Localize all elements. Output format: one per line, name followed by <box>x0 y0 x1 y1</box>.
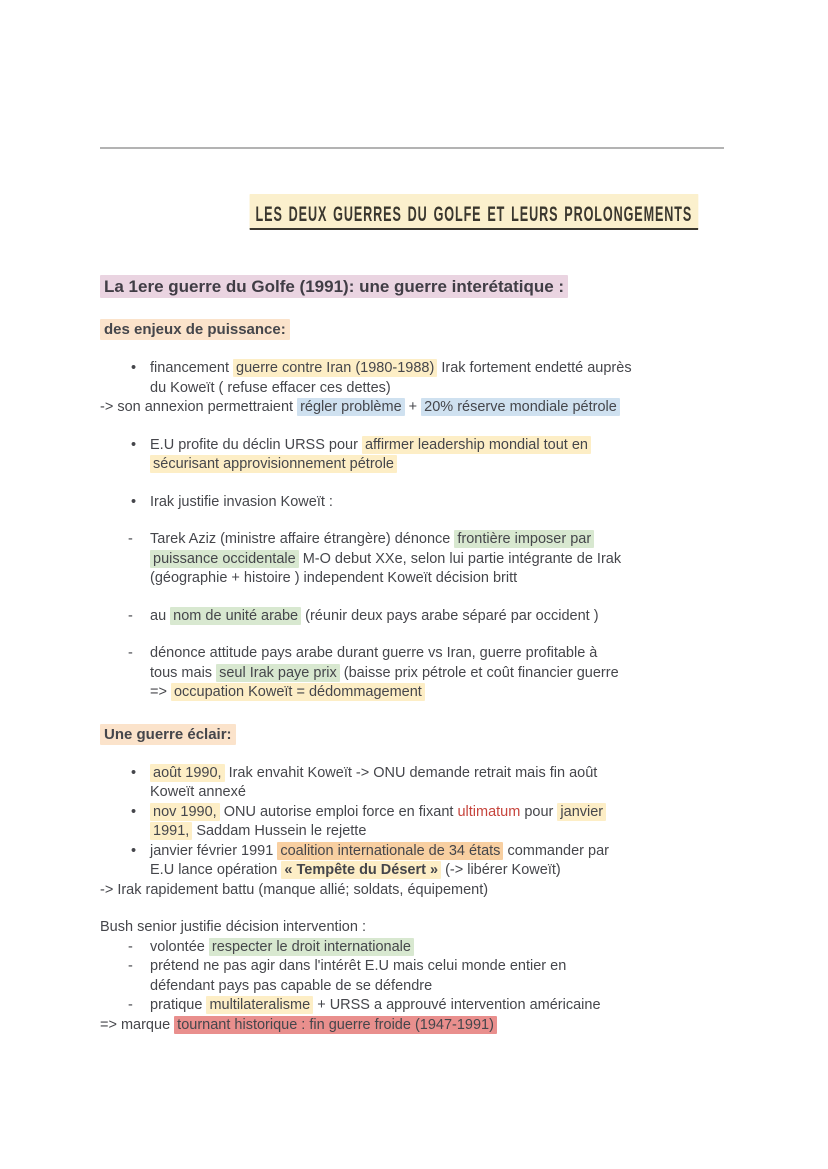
text-run: financement <box>150 360 234 376</box>
highlighted-text: 20% réserve mondiale pétrole <box>421 398 620 416</box>
spacer <box>100 746 728 764</box>
sub-item <box>100 938 728 958</box>
text-run: M-O debut XXe, selon lui partie intégrante de Irak <box>298 550 622 567</box>
divider-line <box>100 147 724 149</box>
highlighted-text: occupation Koweït = dédommagement <box>171 683 425 701</box>
text-run: ONU autorise emploi force en fixant <box>219 803 458 820</box>
spacer <box>100 475 728 493</box>
highlighted-text: respecter le droit internationale <box>209 938 414 956</box>
text-run: janvier février 1991 <box>150 842 278 859</box>
bullet-item <box>100 493 728 513</box>
bullet-item <box>100 436 728 475</box>
subsection-heading <box>100 723 728 746</box>
text-line <box>150 977 728 997</box>
paragraph <box>100 881 728 901</box>
sub-item <box>100 996 728 1016</box>
text-line <box>150 842 728 862</box>
highlighted-text: « Tempête du Désert » <box>281 861 441 879</box>
dash-marker: - <box>128 997 133 1013</box>
highlighted-text: Une guerre éclair: <box>100 724 236 745</box>
text-line <box>150 783 728 803</box>
item-text <box>150 359 728 398</box>
dash-marker: - <box>128 531 133 547</box>
highlighted-text: janvier <box>557 803 606 821</box>
highlighted-text: des enjeux de puissance: <box>100 319 290 340</box>
text-line <box>100 1016 728 1036</box>
text-run: => marque <box>100 1016 175 1033</box>
text-line <box>150 996 728 1016</box>
text-run: (réunir deux pays arabe séparé par occident ) <box>301 607 599 624</box>
text-run: du Koweït ( refuse effacer ces dettes) <box>150 379 391 396</box>
item-text <box>150 607 728 627</box>
text-line <box>150 683 728 703</box>
text-line <box>150 644 728 664</box>
text-run: dénonce attitude pays arabe durant guerre vs Iran, guerre profitable à <box>150 645 598 661</box>
highlighted-text: multilateralisme <box>206 996 313 1014</box>
text-line <box>150 455 728 475</box>
bullet-item <box>100 803 728 842</box>
sub-item <box>100 644 728 703</box>
highlighted-text: affirmer leadership mondial tout en <box>362 436 591 454</box>
text-line <box>100 398 728 418</box>
item-text <box>150 530 728 589</box>
bullet-marker: • <box>131 803 137 820</box>
page-title <box>100 193 728 231</box>
highlighted-text: tournant historique : fin guerre froide (1947-1991) <box>174 1016 497 1034</box>
text-line <box>150 530 728 550</box>
highlighted-text: coalition internationale de 34 états <box>277 842 503 860</box>
sub-item <box>100 607 728 627</box>
item-text <box>150 764 728 803</box>
text-run: Irak justifie invasion Koweït : <box>150 493 333 510</box>
highlighted-text: sécurisant approvisionnement pétrole <box>150 455 397 473</box>
text-line <box>150 957 728 977</box>
item-text <box>150 436 728 475</box>
text-line <box>150 803 728 823</box>
text-run: Tarek Aziz (ministre affaire étrangère) dénonce <box>150 531 455 547</box>
item-text <box>150 957 728 996</box>
highlighted-text: guerre contre Iran (1980-1988) <box>233 359 437 377</box>
text-line <box>150 938 728 958</box>
dash-marker: - <box>128 607 133 624</box>
bullet-item <box>100 842 728 881</box>
item-text <box>150 842 728 881</box>
text-run: (-> libérer Koweït) <box>441 862 561 878</box>
highlighted-text: nom de unité arabe <box>170 607 301 625</box>
subsection-heading <box>100 318 728 341</box>
text-run: + URSS a approuvé intervention américaine <box>313 997 601 1013</box>
paragraph <box>100 1016 728 1036</box>
text-line <box>150 359 728 379</box>
highlighted-text: août 1990, <box>150 764 225 782</box>
text-run: (géographie + histoire ) independent Koweït décision britt <box>150 570 518 586</box>
text-line <box>150 436 728 456</box>
text-run: défendant pays pas capable de se défendre <box>150 977 433 994</box>
text-run: Irak fortement endetté auprès <box>437 360 632 376</box>
bullet-marker: • <box>131 493 137 510</box>
text-run: Saddam Hussein le rejette <box>192 823 367 839</box>
text-line <box>150 379 728 399</box>
bullet-marker: • <box>131 842 137 859</box>
text-run: ultimatum <box>457 803 521 820</box>
item-text <box>150 493 728 513</box>
text-run: (baisse prix pétrole et coût financier guerre <box>339 664 619 681</box>
bullet-marker: • <box>131 764 137 781</box>
highlighted-text: régler problème <box>297 398 405 416</box>
text-run: -> son annexion permettraient <box>100 399 298 415</box>
spacer <box>100 418 728 436</box>
text-line <box>100 275 728 298</box>
text-line <box>150 607 728 627</box>
section-heading <box>100 275 728 298</box>
text-run: Irak envahit Koweït -> ONU demande retrait mais fin août <box>224 764 598 781</box>
dash-marker: - <box>128 958 133 974</box>
text-line <box>150 822 728 842</box>
highlighted-text: puissance occidentale <box>150 550 299 568</box>
spacer <box>100 589 728 607</box>
text-run: tous mais <box>150 664 217 681</box>
spacer <box>100 341 728 359</box>
sub-item <box>100 530 728 589</box>
text-run: commander par <box>503 842 609 859</box>
paragraph <box>100 398 728 418</box>
highlighted-text: frontière imposer par <box>454 530 594 548</box>
text-run: au <box>150 607 171 624</box>
spacer <box>100 626 728 644</box>
text-line <box>100 723 728 746</box>
text-line <box>150 569 728 589</box>
item-text <box>150 938 728 958</box>
text-run: -> Irak rapidement battu (manque allié; soldats, équipement) <box>100 881 489 898</box>
highlighted-text: La 1ere guerre du Golfe (1991): une guerre interétatique : <box>100 275 568 298</box>
item-text <box>150 644 728 703</box>
text-line <box>150 664 728 684</box>
text-run: E.U lance opération <box>150 862 282 878</box>
text-run: => <box>150 684 171 700</box>
text-run: pratique <box>150 997 207 1013</box>
highlighted-text: nov 1990, <box>150 803 220 821</box>
text-run: + <box>404 399 422 415</box>
text-line <box>150 861 728 881</box>
bullet-item <box>100 359 728 398</box>
spacer <box>100 900 728 918</box>
text-run: Bush senior justifie décision intervention : <box>100 919 366 935</box>
spacer <box>100 512 728 530</box>
notes-content <box>0 147 828 1035</box>
text-line <box>100 881 728 901</box>
text-line <box>150 493 728 513</box>
bullet-marker: • <box>131 360 137 376</box>
highlighted-text: seul Irak paye prix <box>216 664 340 682</box>
bullet-marker: • <box>131 436 137 453</box>
item-text <box>150 803 728 842</box>
bullet-item <box>100 764 728 803</box>
item-text <box>150 996 728 1016</box>
text-line <box>150 764 728 784</box>
text-run: prétend ne pas agir dans l'intérêt E.U mais celui monde entier en <box>150 958 567 974</box>
paragraph <box>100 918 728 938</box>
sub-item <box>100 957 728 996</box>
dash-marker: - <box>128 645 133 661</box>
text-line <box>150 550 728 570</box>
text-run: E.U profite du déclin URSS pour <box>150 436 362 453</box>
text-line <box>250 193 699 231</box>
text-run: volontée <box>150 938 209 955</box>
highlighted-text: les deux guerres du golfe et leurs prolongements <box>250 194 699 230</box>
text-run: Koweït annexé <box>150 784 246 800</box>
text-line <box>100 918 728 938</box>
text-run: pour <box>520 803 558 820</box>
text-line <box>100 318 728 341</box>
highlighted-text: 1991, <box>150 822 192 840</box>
dash-marker: - <box>128 938 133 955</box>
